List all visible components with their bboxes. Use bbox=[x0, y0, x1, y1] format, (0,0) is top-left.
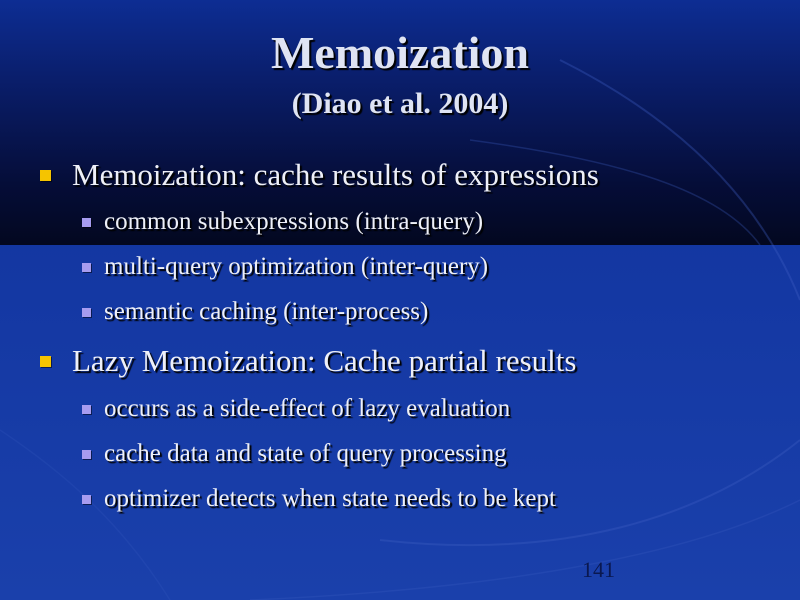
sub-bullet-item bbox=[82, 483, 556, 515]
small-square-bullet-icon bbox=[82, 450, 91, 459]
bullet-text: Lazy Memoization: Cache partial results bbox=[72, 343, 577, 378]
slide-title: Memoization bbox=[270, 27, 530, 78]
small-square-bullet-icon bbox=[82, 218, 91, 227]
small-square-bullet-icon bbox=[82, 495, 91, 504]
sub-bullet-item bbox=[82, 438, 507, 470]
bullet-item bbox=[40, 155, 599, 195]
slide-subtitle: (Diao et al. 2004) bbox=[291, 87, 509, 120]
sub-bullet-item bbox=[82, 393, 510, 425]
sub-bullet-item bbox=[82, 206, 483, 238]
square-bullet-icon bbox=[40, 170, 51, 181]
sub-bullet-item bbox=[82, 296, 428, 328]
sub-bullet-text: optimizer detects when state needs to be kept bbox=[104, 485, 556, 512]
sub-bullet-text: semantic caching (inter-process) bbox=[104, 298, 429, 325]
sub-bullet-item bbox=[82, 251, 488, 283]
bullet-item bbox=[40, 341, 576, 381]
sub-bullet-text: occurs as a side-effect of lazy evaluation bbox=[104, 395, 511, 422]
square-bullet-icon bbox=[40, 356, 51, 367]
sub-bullet-text: common subexpressions (intra-query) bbox=[104, 208, 484, 235]
page-number: 141 bbox=[582, 557, 615, 582]
bullet-text: Memoization: cache results of expressions bbox=[72, 157, 599, 192]
small-square-bullet-icon bbox=[82, 308, 91, 317]
sub-bullet-text: cache data and state of query processing bbox=[104, 440, 507, 467]
small-square-bullet-icon bbox=[82, 263, 91, 272]
small-square-bullet-icon bbox=[82, 405, 91, 414]
sub-bullet-text: multi-query optimization (inter-query) bbox=[104, 253, 489, 280]
